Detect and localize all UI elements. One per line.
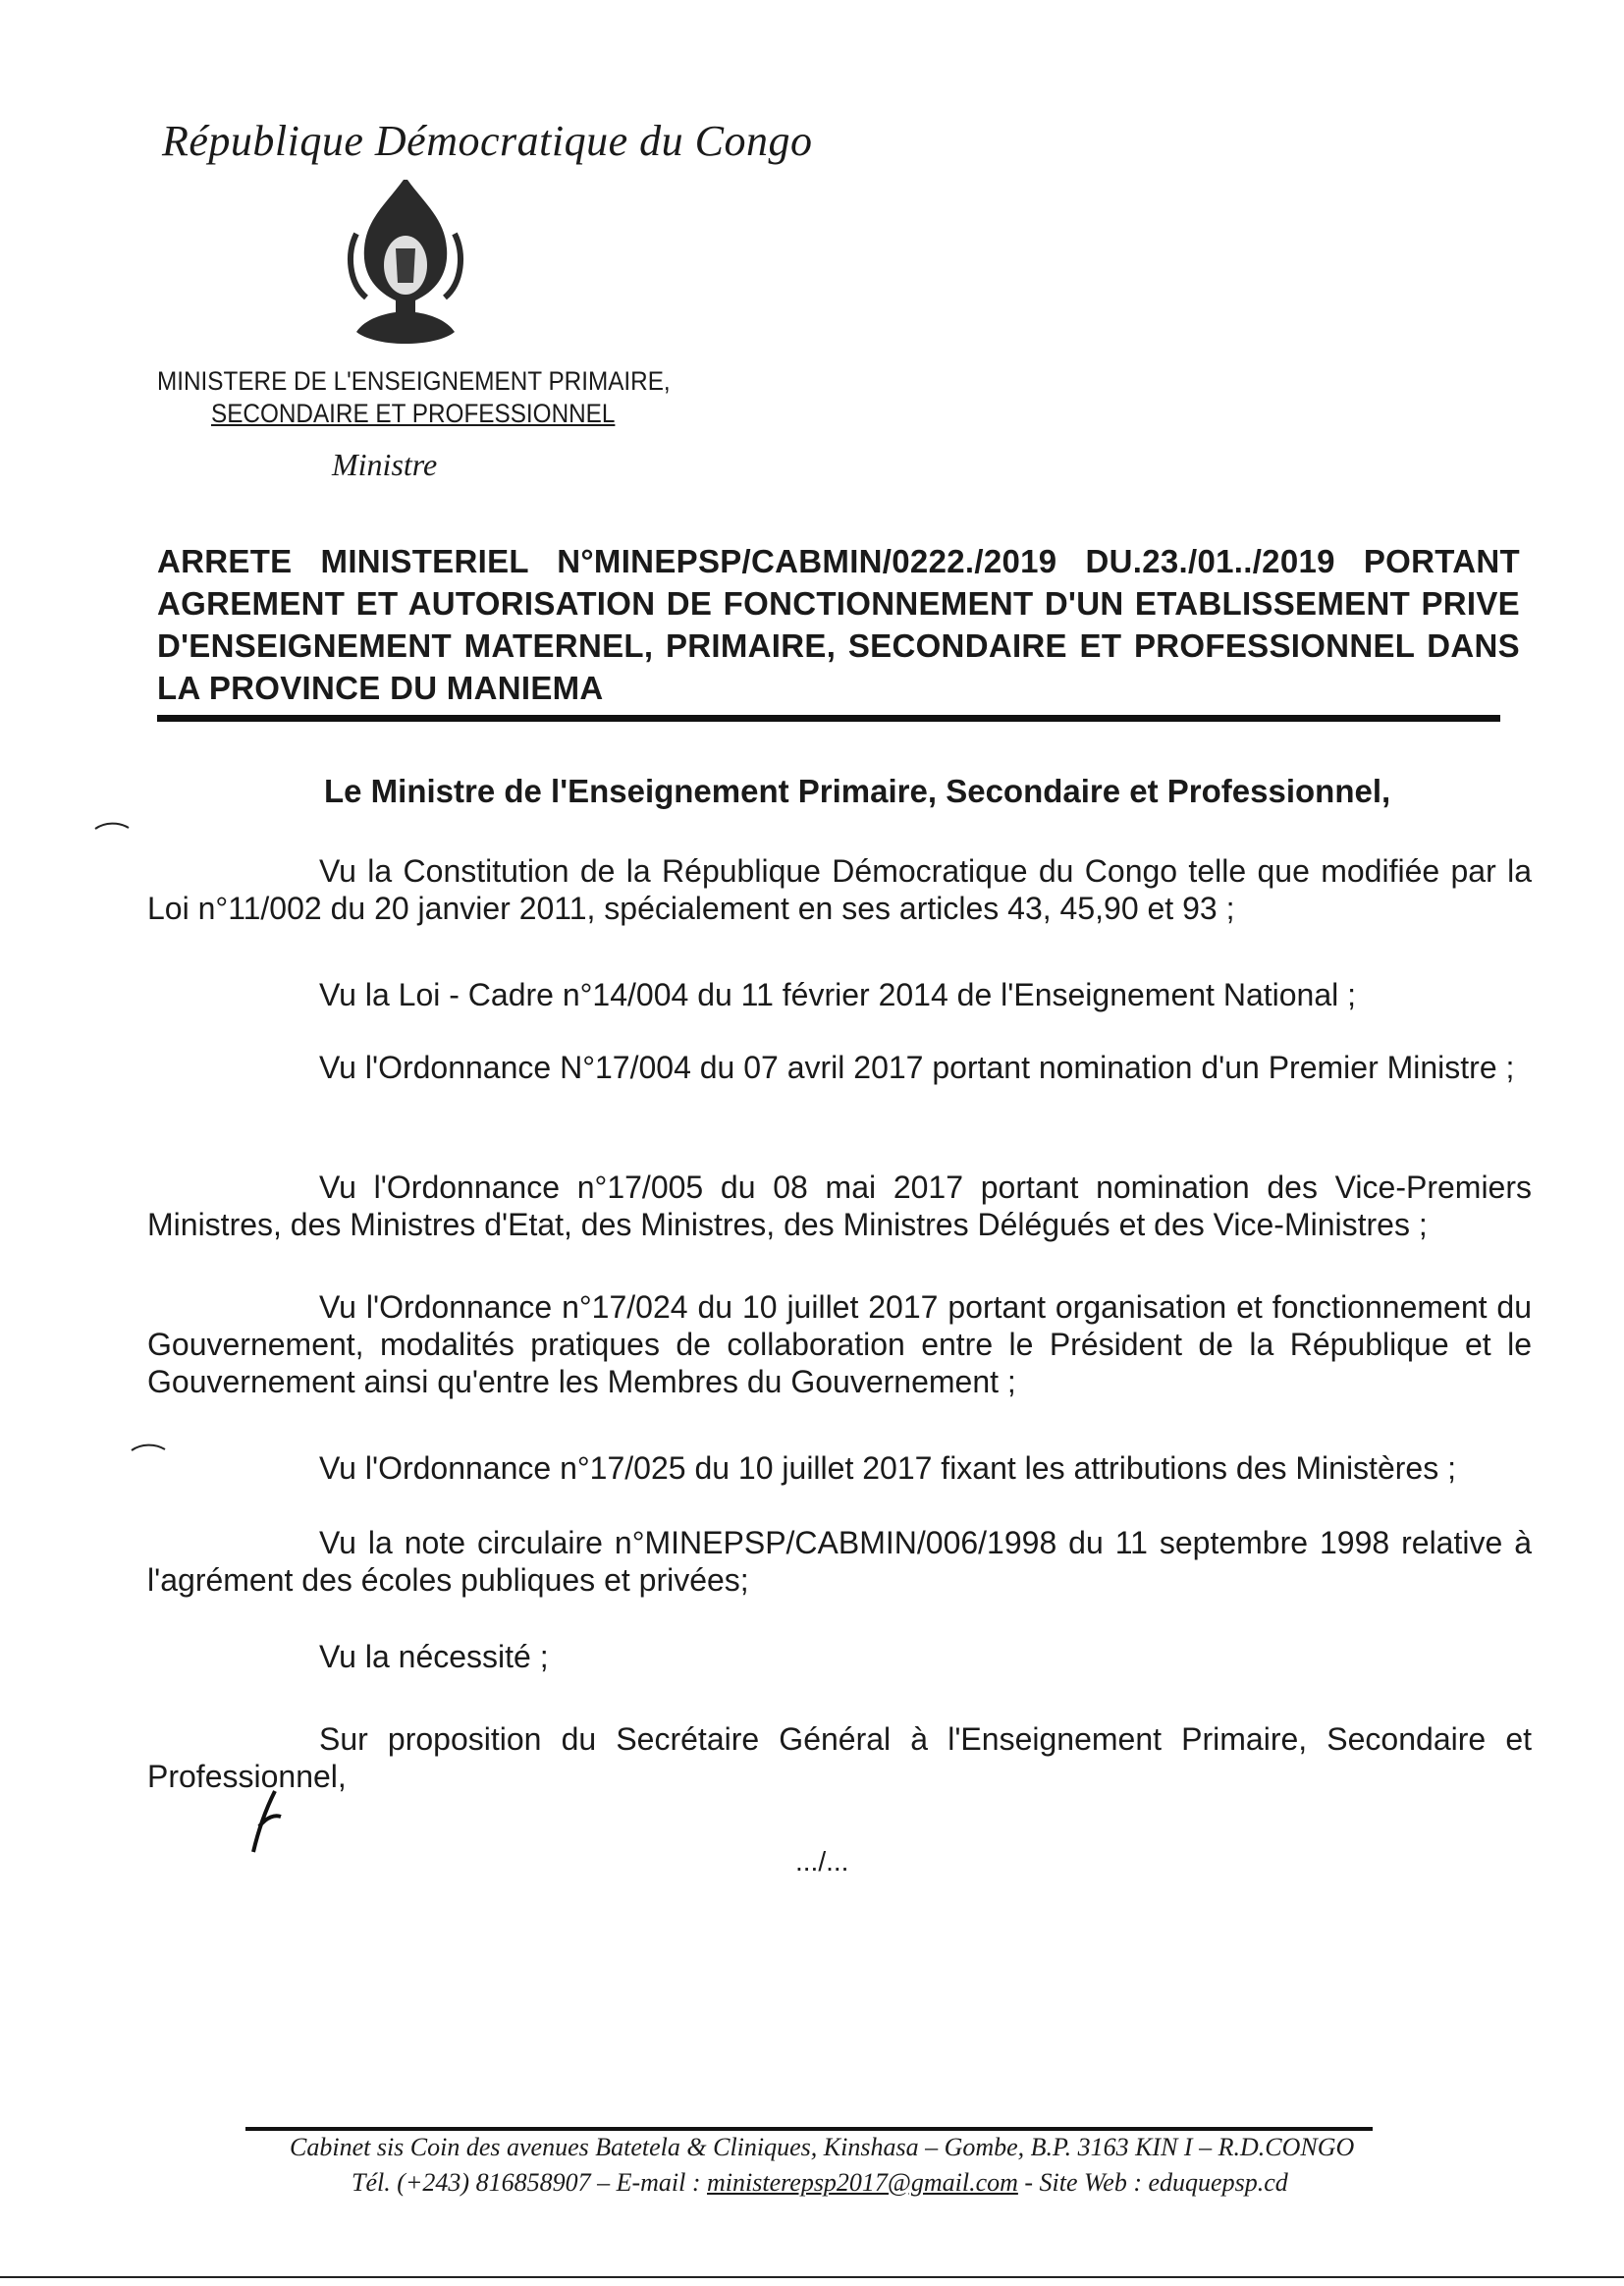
continued-marker: .../... bbox=[795, 1846, 849, 1877]
ministry-name-line2: SECONDAIRE ET PROFESSIONNEL bbox=[211, 399, 616, 428]
ministre-label: Ministre bbox=[332, 447, 438, 482]
republic-header: République Démocratique du Congo bbox=[162, 117, 813, 165]
footer-email-link[interactable]: ministerepsp2017@gmail.com bbox=[707, 2168, 1018, 2197]
footer-divider bbox=[245, 2127, 1373, 2131]
footer-address: Cabinet sis Coin des avenues Batetela & Cliniques, Kinshasa – Gombe, B.P. 3163 KIN I – R.D.CONGO bbox=[290, 2133, 1355, 2161]
paragraph-constitution: Vu la Constitution de la République Démocratique du Congo telle que modifiée par la Loi n°11/002 du 20 janvier 2011, spécialement en ses articles 43, 45,90 et 93 ; bbox=[147, 853, 1532, 926]
decree-title: ARRETE MINISTERIEL N°MINEPSP/CABMIN/0222./2019 DU.23./01../2019 PORTANT AGREMENT ET AUTORISATION DE FONCTIONNEMENT D'UN ETABLISSEMENT PRIVE D'ENSEIGNEMENT MATERNEL, PRIMAIRE, SECONDAIRE ET PROFESSIONNEL DANS LA PROVINCE DU MANIEMA bbox=[157, 543, 1520, 706]
paragraph-necessite: Vu la nécessité ; bbox=[319, 1639, 549, 1674]
paragraph-ordonnance-premier-ministre: Vu l'Ordonnance N°17/004 du 07 avril 2017 portant nomination d'un Premier Ministre ; bbox=[319, 1050, 1515, 1085]
title-underline-divider bbox=[157, 715, 1500, 722]
ministry-name-line1: MINISTERE DE L'ENSEIGNEMENT PRIMAIRE, bbox=[157, 366, 671, 396]
footer-contact: Tél. (+243) 816858907 – E-mail : ministerepsp2017@gmail.com - Site Web : eduquepsp.cd bbox=[352, 2168, 1288, 2197]
paragraph-loi-cadre: Vu la Loi - Cadre n°14/004 du 11 février 2014 de l'Enseignement National ; bbox=[319, 977, 1357, 1012]
paragraph-ordonnance-attributions: Vu l'Ordonnance n°17/025 du 10 juillet 2017 fixant les attributions des Ministères ; bbox=[319, 1450, 1456, 1486]
paragraph-proposition: Sur proposition du Secrétaire Général à l'Enseignement Primaire, Secondaire et Professionnel, bbox=[147, 1721, 1532, 1794]
handwritten-initial-mark bbox=[245, 1787, 285, 1856]
paragraph-note-circulaire: Vu la note circulaire n°MINEPSP/CABMIN/006/1998 du 11 septembre 1998 relative à l'agrément des écoles publiques et privées; bbox=[147, 1525, 1532, 1598]
coat-of-arms-emblem bbox=[327, 175, 484, 352]
paragraph-ordonnance-vice-premiers: Vu l'Ordonnance n°17/005 du 08 mai 2017 portant nomination des Vice-Premiers Ministres, des Ministres d'Etat, des Ministres, des Ministres Délégués et des Vice-Ministres ; bbox=[147, 1170, 1532, 1242]
signatory-heading: Le Ministre de l'Enseignement Primaire, Secondaire et Professionnel, bbox=[324, 773, 1391, 809]
scan-bottom-edge bbox=[0, 2276, 1624, 2278]
margin-mark bbox=[93, 820, 133, 832]
paragraph-ordonnance-gouvernement: Vu l'Ordonnance n°17/024 du 10 juillet 2017 portant organisation et fonctionnement du Gouvernement, modalités pratiques de collaboration entre le Président de la République et le Gouvernement ainsi qu'entre les Membres du Gouvernement ; bbox=[147, 1289, 1532, 1399]
